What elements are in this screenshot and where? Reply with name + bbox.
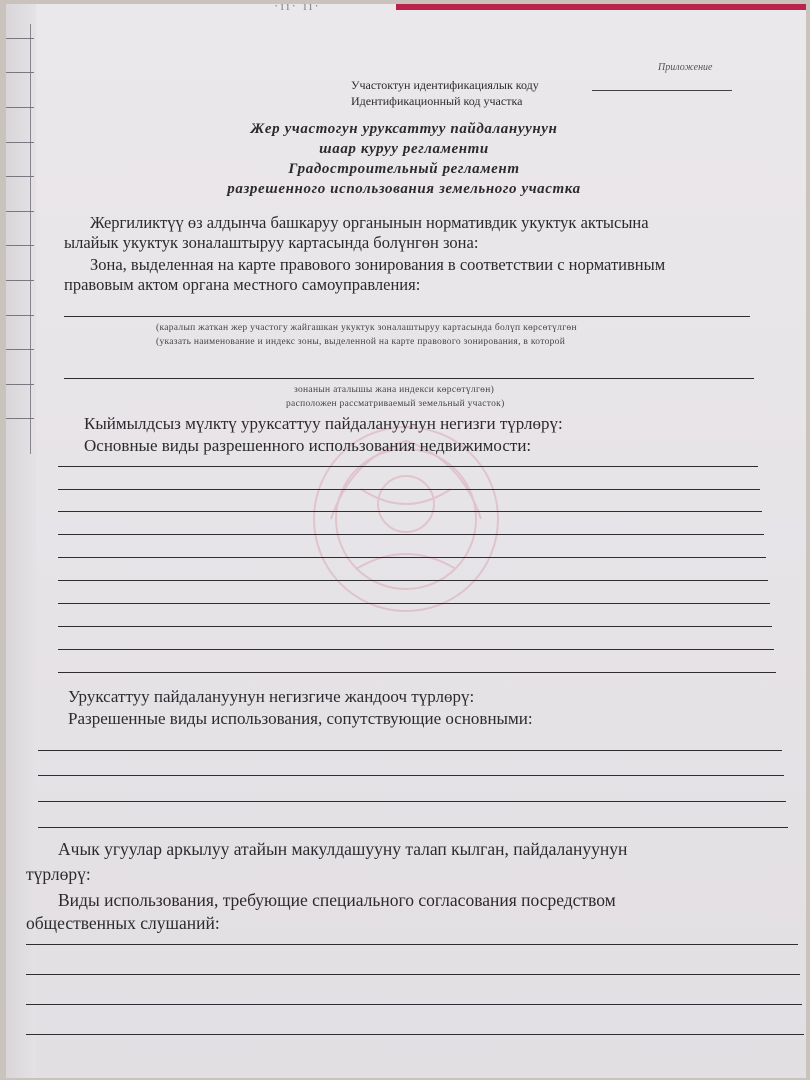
main-uses-ky: Кыймылдсыз мүлктү уруксаттуу пайдалануунун негизги түрлөрү: — [84, 414, 563, 433]
main-uses-line[interactable] — [58, 603, 770, 604]
zone-hint-1-ky: (каралып жаткан жер участогу жайгашкан укуктук зоналаштыруу картасында болүп көрсөтүлгөн — [156, 323, 577, 333]
special-uses-ru-line-2: общественных слушаний: — [26, 913, 220, 933]
aux-uses-ru: Разрешенные виды использования, сопутствующие основными: — [68, 709, 533, 728]
main-uses-line[interactable] — [58, 511, 762, 512]
zone-hint-2-ky: зонанын аталышы жана индекси көрсөтүлгөн) — [294, 385, 495, 395]
aux-uses-line[interactable] — [38, 827, 788, 828]
red-tab-top — [396, 4, 806, 10]
main-uses-line[interactable] — [58, 672, 776, 673]
zone-hint-2-ru: расположен рассматриваемый земельный участок) — [286, 399, 505, 409]
main-uses-line[interactable] — [58, 580, 768, 581]
zone-ky-line-2: ылайык укуктук зоналаштыруу картасында болүнгөн зона: — [64, 233, 479, 252]
plot-id-label-ky: Участоктун идентификациялык коду — [351, 78, 539, 92]
aux-uses-line[interactable] — [38, 801, 786, 802]
title-line-2: шаар куруу регламенти — [319, 141, 489, 157]
special-uses-line[interactable] — [26, 944, 798, 945]
main-uses-line[interactable] — [58, 534, 764, 535]
main-uses-line[interactable] — [58, 626, 772, 627]
zone-field-line-1[interactable] — [64, 316, 750, 317]
special-uses-ky-line-1: Ачык угуулар аркылуу атайын макулдашууну талап кылган, пайдалануунун — [58, 839, 628, 859]
main-uses-line[interactable] — [58, 557, 766, 558]
main-uses-line[interactable] — [58, 489, 760, 490]
top-edge-marks: ·ıı· ıı· — [274, 4, 321, 13]
special-uses-ru-line-1: Виды использования, требующие специального согласования посредством — [58, 890, 616, 910]
aux-uses-ky: Уруксаттуу пайдалануунун негизгиче жандооч түрлөрү: — [68, 687, 475, 706]
title-line-4: разрешенного использования земельного участка — [227, 181, 581, 197]
title-line-1: Жер участогун уруксаттуу пайдалануунун — [250, 121, 558, 137]
zone-hint-1-ru: (указать наименование и индекс зоны, выделенной на карте правового зонирования, в которой — [156, 337, 566, 347]
special-uses-ky-line-2: түрлөрү: — [26, 864, 91, 884]
aux-uses-line[interactable] — [38, 775, 784, 776]
special-uses-line[interactable] — [26, 1004, 802, 1005]
appendix-label: Приложение — [658, 62, 713, 73]
zone-field-line-2[interactable] — [64, 378, 754, 379]
plot-id-label-ru: Идентификационный код участка — [351, 94, 523, 108]
main-uses-line[interactable] — [58, 466, 758, 467]
special-uses-line[interactable] — [26, 1034, 804, 1035]
special-uses-line[interactable] — [26, 974, 800, 975]
main-uses-ru: Основные виды разрешенного использования недвижимости: — [84, 436, 532, 455]
aux-uses-line[interactable] — [38, 750, 782, 751]
main-uses-line[interactable] — [58, 649, 774, 650]
zone-ru-line-2: правовым актом органа местного самоуправления: — [64, 275, 421, 294]
zone-ru-line-1: Зона, выделенная на карте правового зонирования в соответствии с нормативным — [90, 255, 666, 274]
document-page — [6, 4, 806, 1078]
title-line-3: Градостроительный регламент — [288, 161, 520, 177]
zone-ky-line-1: Жергиликтүү өз алдынча башкаруу органынын нормативдик укуктук актысына — [90, 213, 649, 232]
plot-id-field-line[interactable] — [592, 90, 732, 91]
